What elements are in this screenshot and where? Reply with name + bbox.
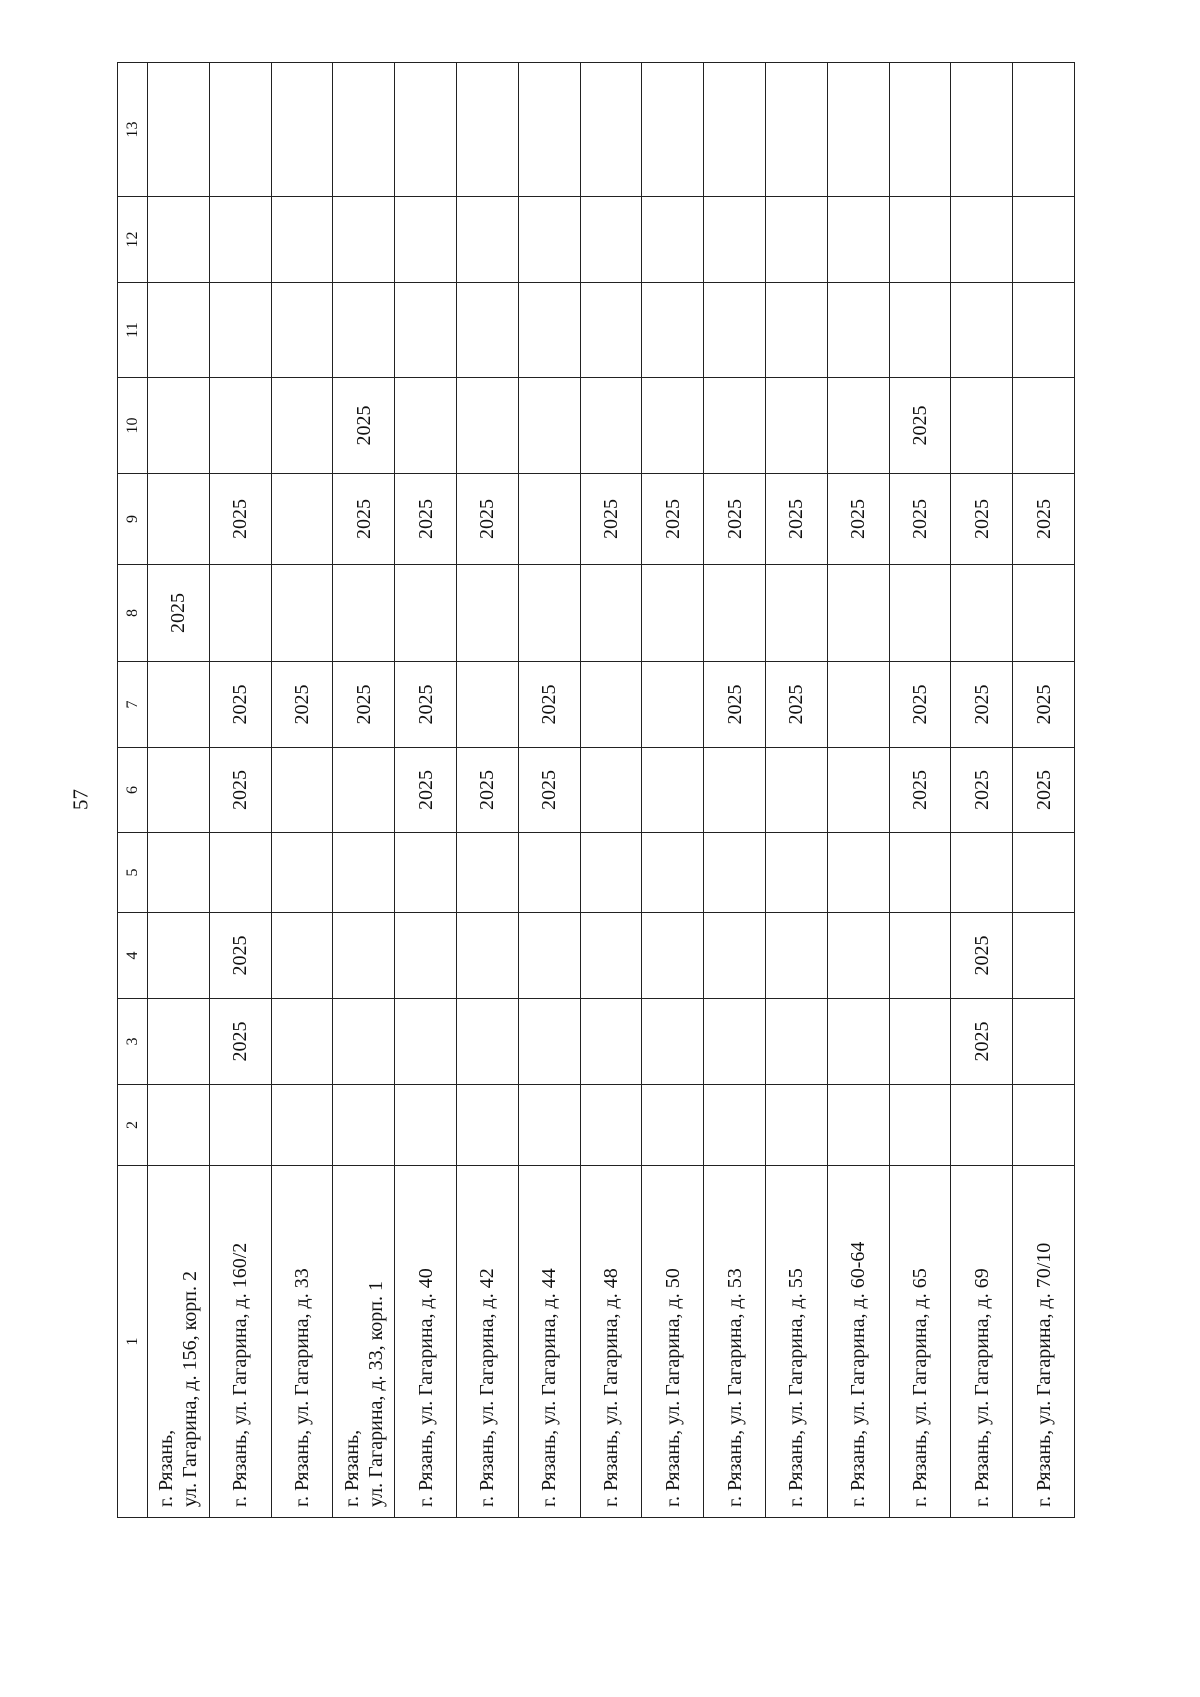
year-cell-col-7: 2025 — [518, 662, 580, 748]
year-cell-col-5 — [456, 833, 518, 913]
year-cell-col-3 — [889, 999, 951, 1085]
header-col-9: 9 — [118, 474, 148, 565]
header-col-8: 8 — [118, 565, 148, 662]
year-cell-col-10 — [209, 378, 271, 474]
year-cell-col-5 — [271, 833, 333, 913]
year-cell-col-3 — [1013, 999, 1075, 1085]
year-cell-col-11 — [580, 283, 642, 378]
year-cell-col-4 — [765, 913, 827, 999]
year-cell-col-4 — [456, 913, 518, 999]
address-cell — [889, 1166, 951, 1518]
address-cell — [951, 1166, 1013, 1518]
year-cell-col-11 — [456, 283, 518, 378]
year-cell-col-4 — [333, 913, 395, 999]
year-cell-col-3 — [456, 999, 518, 1085]
table-row — [395, 63, 457, 1518]
year-cell-col-11 — [209, 283, 271, 378]
address-cell — [704, 1166, 766, 1518]
year-cell-col-2 — [395, 1085, 457, 1166]
year-cell-col-9: 2025 — [889, 474, 951, 565]
year-cell-col-5 — [889, 833, 951, 913]
year-cell-col-13 — [765, 63, 827, 197]
year-cell-col-7 — [827, 662, 889, 748]
year-cell-col-6 — [271, 748, 333, 833]
header-col-1: 1 — [118, 1166, 148, 1518]
year-cell-col-8 — [209, 565, 271, 662]
year-cell-col-8 — [395, 565, 457, 662]
year-cell-col-13 — [642, 63, 704, 197]
year-cell-col-7: 2025 — [395, 662, 457, 748]
year-cell-col-7: 2025 — [1013, 662, 1075, 748]
year-cell-col-13 — [395, 63, 457, 197]
year-cell-col-8 — [642, 565, 704, 662]
year-cell-col-11 — [271, 283, 333, 378]
year-cell-col-3 — [765, 999, 827, 1085]
address-cell — [456, 1166, 518, 1518]
address-cell — [395, 1166, 457, 1518]
address-cell — [1013, 1166, 1075, 1518]
year-cell-col-3 — [395, 999, 457, 1085]
year-cell-col-3 — [580, 999, 642, 1085]
year-cell-col-2 — [333, 1085, 395, 1166]
table-header — [118, 63, 148, 1518]
year-cell-col-9 — [148, 474, 210, 565]
year-cell-col-10 — [148, 378, 210, 474]
address-cell — [827, 1166, 889, 1518]
table-row — [518, 63, 580, 1518]
year-cell-col-8 — [704, 565, 766, 662]
header-col-3: 3 — [118, 999, 148, 1085]
header-col-7: 7 — [118, 662, 148, 748]
table-row — [704, 63, 766, 1518]
year-cell-col-8: 2025 — [148, 565, 210, 662]
table-row — [209, 63, 271, 1518]
year-cell-col-11 — [765, 283, 827, 378]
year-cell-col-7: 2025 — [271, 662, 333, 748]
year-cell-col-12 — [642, 197, 704, 283]
table-row — [580, 63, 642, 1518]
year-cell-col-2 — [642, 1085, 704, 1166]
header-col-6: 6 — [118, 748, 148, 833]
year-cell-col-10 — [765, 378, 827, 474]
year-cell-col-6: 2025 — [395, 748, 457, 833]
year-cell-col-5 — [765, 833, 827, 913]
year-cell-col-8 — [271, 565, 333, 662]
year-cell-col-5 — [333, 833, 395, 913]
year-cell-col-10 — [518, 378, 580, 474]
year-cell-col-4 — [518, 913, 580, 999]
address-line: г. Рязань, ул. Гагарина, д. 44 — [538, 1268, 561, 1507]
year-cell-col-8 — [889, 565, 951, 662]
year-cell-col-4 — [1013, 913, 1075, 999]
year-cell-col-12 — [827, 197, 889, 283]
year-cell-col-11 — [395, 283, 457, 378]
address-cell — [642, 1166, 704, 1518]
year-cell-col-6 — [333, 748, 395, 833]
year-cell-col-5 — [518, 833, 580, 913]
year-cell-col-5 — [704, 833, 766, 913]
year-cell-col-6: 2025 — [951, 748, 1013, 833]
year-cell-col-12 — [1013, 197, 1075, 283]
year-cell-col-4 — [704, 913, 766, 999]
year-cell-col-10 — [271, 378, 333, 474]
year-cell-col-9: 2025 — [1013, 474, 1075, 565]
year-cell-col-13 — [889, 63, 951, 197]
address-line: г. Рязань, ул. Гагарина, д. 53 — [723, 1268, 746, 1507]
year-cell-col-12 — [704, 197, 766, 283]
address-cell — [333, 1166, 395, 1518]
address-line: г. Рязань, ул. Гагарина, д. 65 — [908, 1268, 931, 1507]
header-col-13: 13 — [118, 63, 148, 197]
year-cell-col-12 — [333, 197, 395, 283]
year-cell-col-8 — [456, 565, 518, 662]
year-cell-col-10 — [827, 378, 889, 474]
year-cell-col-2 — [518, 1085, 580, 1166]
header-col-12: 12 — [118, 197, 148, 283]
year-cell-col-2 — [889, 1085, 951, 1166]
year-cell-col-4 — [148, 913, 210, 999]
address-line: г. Рязань, ул. Гагарина, д. 160/2 — [229, 1242, 252, 1507]
year-cell-col-2 — [951, 1085, 1013, 1166]
year-cell-col-11 — [704, 283, 766, 378]
header-col-2: 2 — [118, 1085, 148, 1166]
year-cell-col-5 — [580, 833, 642, 913]
year-cell-col-13 — [827, 63, 889, 197]
year-cell-col-10: 2025 — [889, 378, 951, 474]
year-cell-col-12 — [395, 197, 457, 283]
table-row — [1013, 63, 1075, 1518]
year-cell-col-6 — [765, 748, 827, 833]
year-cell-col-9: 2025 — [765, 474, 827, 565]
year-cell-col-9: 2025 — [580, 474, 642, 565]
year-cell-col-2 — [704, 1085, 766, 1166]
year-cell-col-5 — [209, 833, 271, 913]
year-cell-col-13 — [148, 63, 210, 197]
year-cell-col-11 — [148, 283, 210, 378]
page-number: 57 — [68, 789, 93, 810]
header-row — [118, 63, 148, 1518]
table-row — [271, 63, 333, 1518]
year-cell-col-6 — [580, 748, 642, 833]
year-cell-col-7 — [580, 662, 642, 748]
address-line: г. Рязань, ул. Гагарина, д. 69 — [970, 1268, 993, 1507]
year-cell-col-3 — [333, 999, 395, 1085]
address-line: г. Рязань, ул. Гагарина, д. 42 — [476, 1268, 499, 1507]
table-row — [951, 63, 1013, 1518]
table-row — [827, 63, 889, 1518]
year-cell-col-9: 2025 — [333, 474, 395, 565]
schedule-table — [117, 62, 1075, 1518]
year-cell-col-13 — [518, 63, 580, 197]
year-cell-col-13 — [456, 63, 518, 197]
year-cell-col-4 — [889, 913, 951, 999]
year-cell-col-8 — [951, 565, 1013, 662]
year-cell-col-8 — [765, 565, 827, 662]
table-row — [148, 63, 210, 1518]
year-cell-col-3 — [827, 999, 889, 1085]
year-cell-col-12 — [580, 197, 642, 283]
table-row — [889, 63, 951, 1518]
address-line: г. Рязань, ул. Гагарина, д. 48 — [599, 1268, 622, 1507]
address-cell — [518, 1166, 580, 1518]
year-cell-col-5 — [1013, 833, 1075, 913]
table-container — [117, 63, 1075, 1518]
year-cell-col-3 — [518, 999, 580, 1085]
year-cell-col-8 — [333, 565, 395, 662]
year-cell-col-13 — [1013, 63, 1075, 197]
year-cell-col-6 — [827, 748, 889, 833]
year-cell-col-2 — [148, 1085, 210, 1166]
address-line: г. Рязань, ул. Гагарина, д. 55 — [785, 1268, 808, 1507]
year-cell-col-4 — [827, 913, 889, 999]
year-cell-col-6: 2025 — [1013, 748, 1075, 833]
year-cell-col-9: 2025 — [951, 474, 1013, 565]
year-cell-col-7: 2025 — [889, 662, 951, 748]
year-cell-col-3: 2025 — [951, 999, 1013, 1085]
year-cell-col-4 — [271, 913, 333, 999]
year-cell-col-5 — [642, 833, 704, 913]
year-cell-col-9 — [518, 474, 580, 565]
header-col-10: 10 — [118, 378, 148, 474]
header-col-5: 5 — [118, 833, 148, 913]
year-cell-col-10 — [704, 378, 766, 474]
year-cell-col-2 — [580, 1085, 642, 1166]
year-cell-col-2 — [209, 1085, 271, 1166]
year-cell-col-12 — [889, 197, 951, 283]
year-cell-col-2 — [827, 1085, 889, 1166]
year-cell-col-9: 2025 — [827, 474, 889, 565]
year-cell-col-4 — [580, 913, 642, 999]
address-cell — [209, 1166, 271, 1518]
year-cell-col-2 — [1013, 1085, 1075, 1166]
year-cell-col-3: 2025 — [209, 999, 271, 1085]
year-cell-col-7 — [642, 662, 704, 748]
year-cell-col-13 — [271, 63, 333, 197]
year-cell-col-6: 2025 — [889, 748, 951, 833]
year-cell-col-11 — [518, 283, 580, 378]
year-cell-col-3 — [148, 999, 210, 1085]
year-cell-col-6 — [704, 748, 766, 833]
year-cell-col-4 — [395, 913, 457, 999]
year-cell-col-10 — [1013, 378, 1075, 474]
year-cell-col-12 — [271, 197, 333, 283]
year-cell-col-7 — [456, 662, 518, 748]
year-cell-col-12 — [456, 197, 518, 283]
year-cell-col-4: 2025 — [951, 913, 1013, 999]
year-cell-col-6 — [642, 748, 704, 833]
year-cell-col-2 — [456, 1085, 518, 1166]
address-cell — [765, 1166, 827, 1518]
table-row — [765, 63, 827, 1518]
address-line: г. Рязань, ул. Гагарина, д. 60-64 — [847, 1241, 870, 1507]
year-cell-col-13 — [951, 63, 1013, 197]
address-cell — [580, 1166, 642, 1518]
year-cell-col-13 — [580, 63, 642, 197]
year-cell-col-13 — [209, 63, 271, 197]
header-col-11: 11 — [118, 283, 148, 378]
year-cell-col-7: 2025 — [765, 662, 827, 748]
year-cell-col-11 — [1013, 283, 1075, 378]
year-cell-col-3 — [271, 999, 333, 1085]
year-cell-col-12 — [518, 197, 580, 283]
year-cell-col-7 — [148, 662, 210, 748]
year-cell-col-7: 2025 — [209, 662, 271, 748]
address-line: г. Рязань, ул. Гагарина, д. 70/10 — [1032, 1242, 1055, 1507]
address-line: г. Рязань, ул. Гагарина, д. 50 — [661, 1268, 684, 1507]
year-cell-col-10 — [580, 378, 642, 474]
table-body — [148, 63, 1075, 1518]
header-col-4: 4 — [118, 913, 148, 999]
year-cell-col-11 — [642, 283, 704, 378]
year-cell-col-5 — [827, 833, 889, 913]
address-line: ул. Гагарина, д. 33, корп. 1 — [364, 1281, 387, 1507]
year-cell-col-3 — [642, 999, 704, 1085]
year-cell-col-10 — [642, 378, 704, 474]
year-cell-col-12 — [209, 197, 271, 283]
year-cell-col-2 — [271, 1085, 333, 1166]
year-cell-col-2 — [765, 1085, 827, 1166]
address-cell — [148, 1166, 210, 1518]
year-cell-col-12 — [951, 197, 1013, 283]
year-cell-col-8 — [827, 565, 889, 662]
year-cell-col-11 — [951, 283, 1013, 378]
year-cell-col-8 — [518, 565, 580, 662]
year-cell-col-6: 2025 — [518, 748, 580, 833]
address-line: г. Рязань, ул. Гагарина, д. 33 — [290, 1268, 313, 1507]
year-cell-col-12 — [765, 197, 827, 283]
year-cell-col-7: 2025 — [704, 662, 766, 748]
year-cell-col-10 — [456, 378, 518, 474]
address-line: г. Рязань, ул. Гагарина, д. 40 — [414, 1268, 437, 1507]
table-row — [642, 63, 704, 1518]
year-cell-col-10: 2025 — [333, 378, 395, 474]
year-cell-col-6 — [148, 748, 210, 833]
year-cell-col-11 — [333, 283, 395, 378]
year-cell-col-6: 2025 — [456, 748, 518, 833]
year-cell-col-5 — [148, 833, 210, 913]
year-cell-col-9: 2025 — [642, 474, 704, 565]
year-cell-col-5 — [951, 833, 1013, 913]
year-cell-col-10 — [395, 378, 457, 474]
year-cell-col-11 — [827, 283, 889, 378]
year-cell-col-11 — [889, 283, 951, 378]
year-cell-col-9: 2025 — [395, 474, 457, 565]
year-cell-col-4: 2025 — [209, 913, 271, 999]
rotated-table-frame — [117, 63, 1075, 1518]
year-cell-col-9: 2025 — [456, 474, 518, 565]
year-cell-col-7: 2025 — [951, 662, 1013, 748]
address-line: г. Рязань, — [340, 1429, 363, 1507]
year-cell-col-10 — [951, 378, 1013, 474]
year-cell-col-8 — [1013, 565, 1075, 662]
year-cell-col-3 — [704, 999, 766, 1085]
year-cell-col-5 — [395, 833, 457, 913]
table-row — [456, 63, 518, 1518]
year-cell-col-9 — [271, 474, 333, 565]
year-cell-col-13 — [704, 63, 766, 197]
year-cell-col-6: 2025 — [209, 748, 271, 833]
year-cell-col-9: 2025 — [209, 474, 271, 565]
year-cell-col-12 — [148, 197, 210, 283]
address-cell — [271, 1166, 333, 1518]
year-cell-col-8 — [580, 565, 642, 662]
year-cell-col-13 — [333, 63, 395, 197]
address-line: г. Рязань, — [155, 1429, 178, 1507]
year-cell-col-4 — [642, 913, 704, 999]
table-row — [333, 63, 395, 1518]
year-cell-col-9: 2025 — [704, 474, 766, 565]
address-line: ул. Гагарина, д. 156, корп. 2 — [179, 1271, 202, 1507]
year-cell-col-7: 2025 — [333, 662, 395, 748]
